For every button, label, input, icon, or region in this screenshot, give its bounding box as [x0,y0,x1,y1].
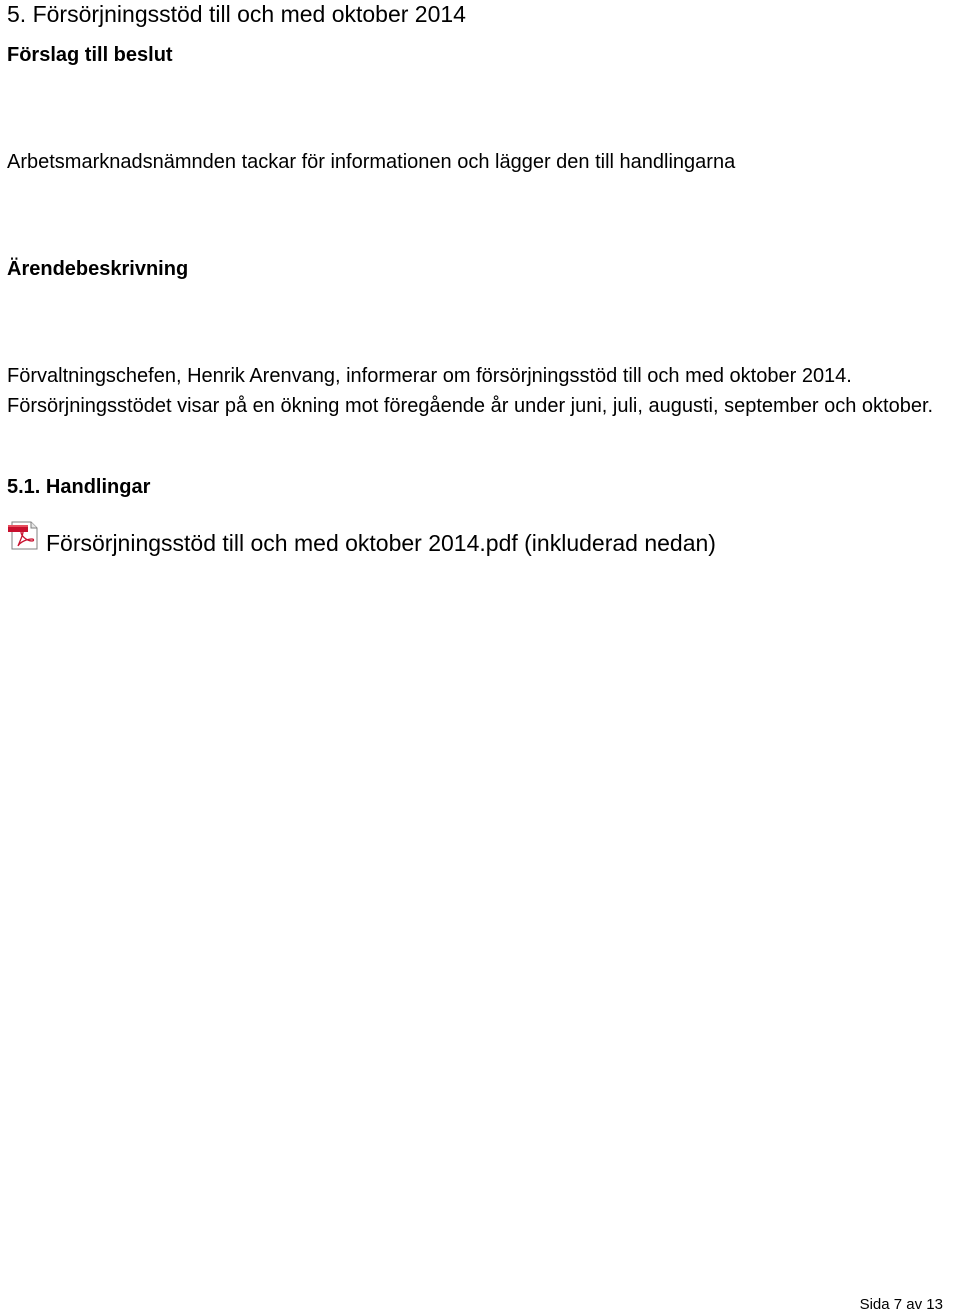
pdf-icon [7,519,39,551]
attachment-label[interactable]: Försörjningsstöd till och med oktober 2014.pdf (inkluderad nedan) [46,530,716,556]
attachment-link[interactable] [7,519,716,556]
description-text: Förvaltningschefen, Henrik Arenvang, informerar om försörjningsstöd till och med oktober 2014. Försörjningsstödet visar på en ökning mot föregående år under juni, juli, augusti, september och oktober. [7,365,934,417]
decision-heading: Förslag till beslut [7,44,173,66]
decision-text: Arbetsmarknadsnämnden tackar för informationen och lägger den till handlingarna [7,151,736,173]
description-heading: Ärendebeskrivning [7,258,189,280]
page-title: 5. Försörjningsstöd till och med oktober 2014 [7,1,466,27]
page-number: Sida 7 av 13 [859,1296,943,1313]
attachments-heading: 5.1. Handlingar [7,476,151,498]
